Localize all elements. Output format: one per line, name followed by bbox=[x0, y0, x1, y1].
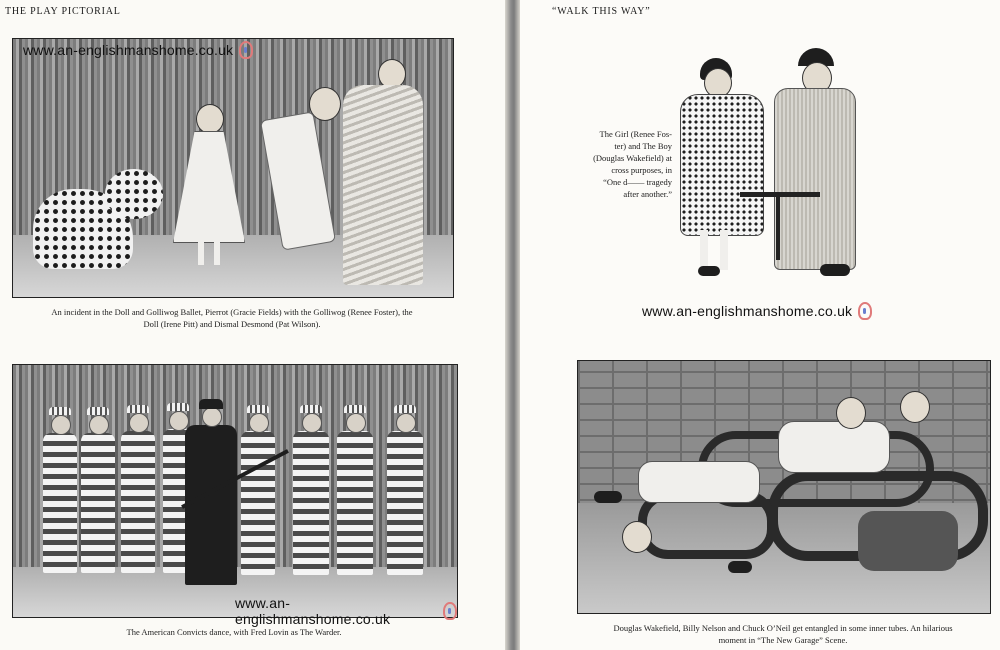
watermark-top-left: www.an-englishmanshome.co.uk bbox=[23, 41, 253, 59]
convict-figure bbox=[241, 431, 275, 575]
convict-figure bbox=[43, 433, 77, 573]
side-caption-girl-boy: The Girl (Renee Fos- ter) and The Boy (Douglas Wakefield) at cross purposes, in “One d—— tragedy after another.” bbox=[593, 129, 672, 199]
convict-figure bbox=[337, 431, 373, 575]
performer-figure bbox=[778, 421, 890, 473]
logo-icon bbox=[443, 602, 457, 620]
doll-costume bbox=[343, 85, 423, 285]
performer-head bbox=[622, 521, 652, 553]
warder-figure bbox=[185, 425, 237, 585]
photo-doll-golliwog-ballet bbox=[12, 38, 454, 298]
running-head-left: THE PLAY PICTORIAL bbox=[5, 6, 121, 17]
performer-head bbox=[900, 391, 930, 423]
boy-suit bbox=[774, 88, 856, 270]
dog-costume-head bbox=[105, 169, 163, 219]
convict-figure bbox=[81, 433, 115, 573]
convict-figure bbox=[387, 431, 423, 575]
performer-head bbox=[836, 397, 866, 429]
convict-figure bbox=[293, 431, 329, 575]
watermark-bottom-left: www.an-englishmanshome.co.uk bbox=[235, 595, 457, 627]
watermark-top-right: www.an-englishmanshome.co.uk bbox=[642, 302, 872, 320]
caption-american-convicts: The American Convicts dance, with Fred Lovin as The Warder. bbox=[126, 627, 342, 637]
caption-inner-tubes: Douglas Wakefield, Billy Nelson and Chuck O’Neil get entangled in some inner tubes. An hilarious moment in “The New Garage” Scene. bbox=[613, 623, 953, 645]
convict-figure bbox=[121, 431, 155, 573]
photo-girl-and-boy bbox=[670, 30, 880, 295]
caption-doll-golliwog: An incident in the Doll and Golliwog Ballet, Pierrot (Gracie Fields) with the Golliwog (Renee Foster), the Doll (Irene Pitt) and Dismal Desmond (Pat Wilson). bbox=[51, 307, 413, 329]
bench bbox=[740, 192, 820, 197]
logo-icon bbox=[239, 41, 253, 59]
photo-american-convicts bbox=[12, 364, 458, 627]
logo-icon bbox=[858, 302, 872, 320]
running-head-right: “WALK THIS WAY” bbox=[552, 6, 651, 17]
right-page bbox=[520, 0, 1000, 650]
girl-polka-dot-dress bbox=[680, 94, 764, 236]
warder-cap bbox=[199, 399, 223, 409]
performer-figure bbox=[858, 511, 958, 571]
pierrot-head bbox=[196, 104, 224, 134]
photo-inner-tubes-scene bbox=[577, 360, 991, 614]
performer-figure bbox=[638, 461, 760, 503]
page-gutter bbox=[505, 0, 520, 650]
